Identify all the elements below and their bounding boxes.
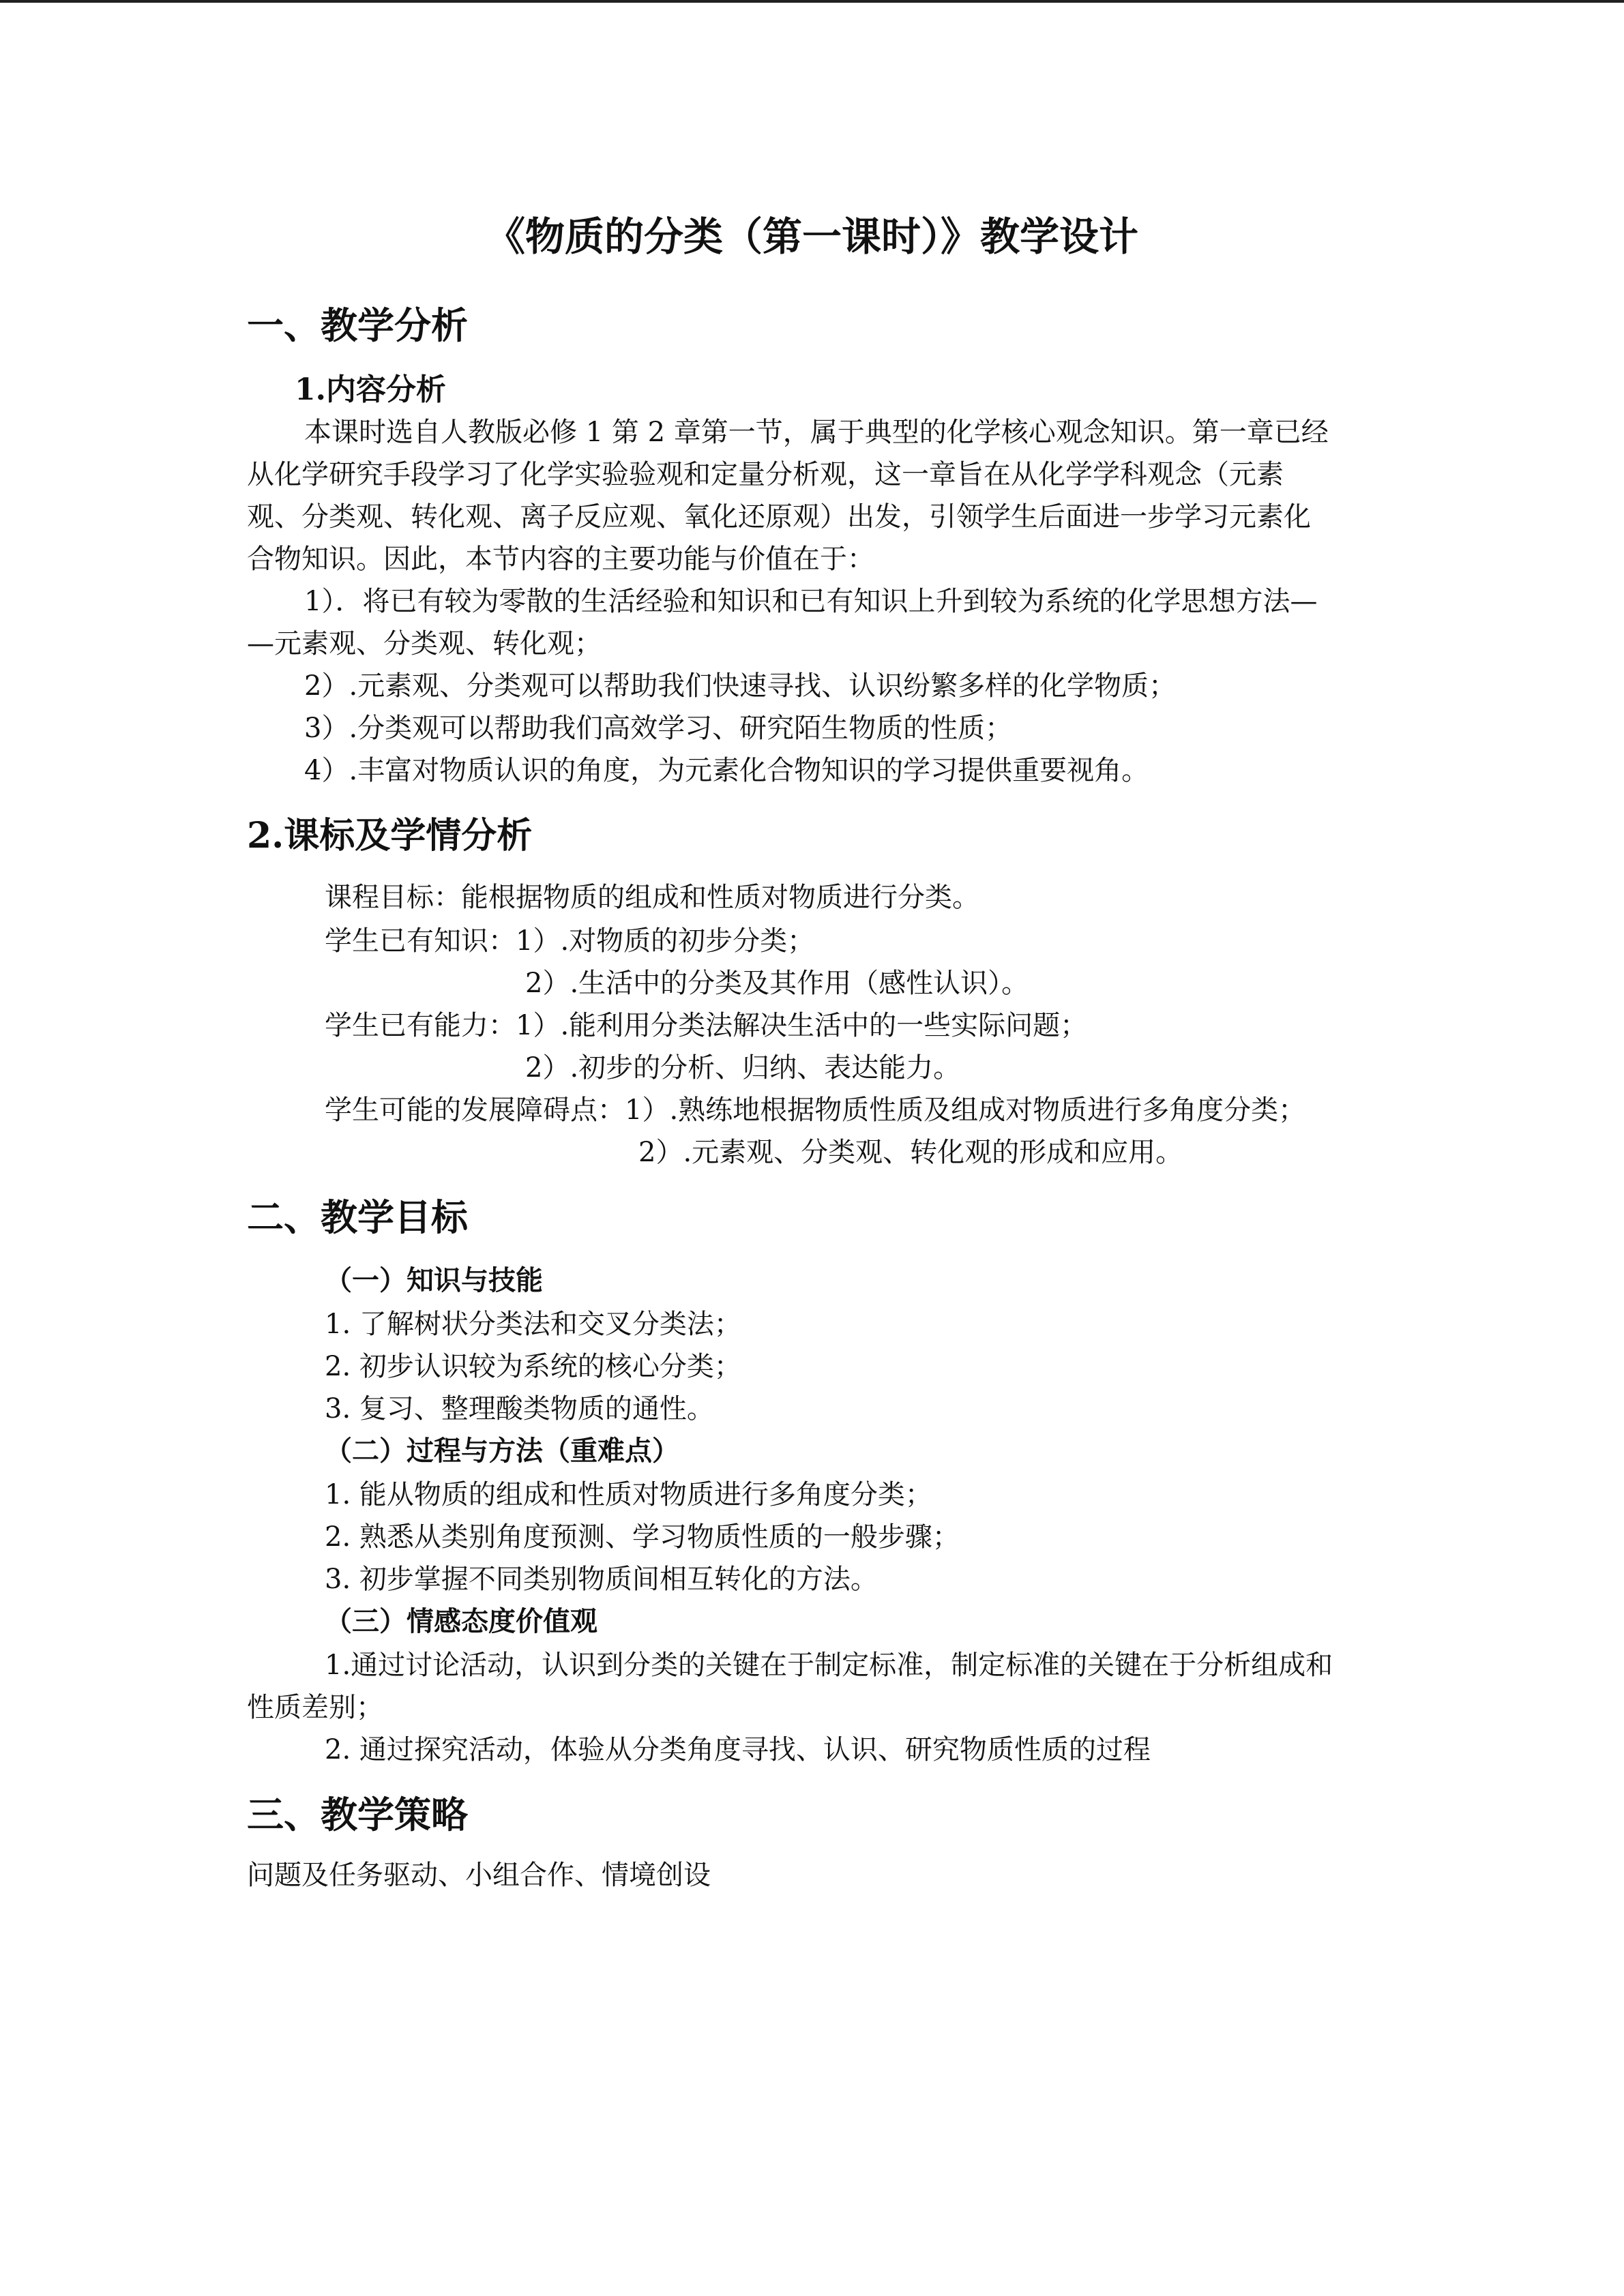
content-analysis-line-1: 本课时选自人教版必修 1 第 2 章第一节，属于典型的化学核心观念知识。第一章已经 — [304, 417, 1329, 448]
prior-knowledge-2: 2）.生活中的分类及其作用（感性认识）。 — [525, 968, 1029, 999]
attitude-item-1-line-2: 性质差别； — [247, 1692, 383, 1723]
teaching-strategy-text: 问题及任务驱动、小组合作、情境创设 — [247, 1860, 711, 1891]
attitude-item-1-line-1: 1.通过讨论活动，认识到分类的关键在于制定标准，制定标准的关键在于分析组成和 — [325, 1650, 1333, 1681]
knowledge-item-2: 2. 初步认识较为系统的核心分类； — [325, 1351, 741, 1382]
content-analysis-heading: 1.内容分析 — [295, 372, 446, 407]
knowledge-skills-heading: （一）知识与技能 — [325, 1264, 543, 1296]
section-1-heading: 一、教学分析 — [247, 303, 468, 347]
value-item-4: 4）.丰富对物质认识的角度，为元素化合物知识的学习提供重要视角。 — [304, 755, 1149, 786]
prior-knowledge-1: 学生已有知识：1）.对物质的初步分类； — [325, 925, 815, 957]
process-item-1: 1. 能从物质的组成和性质对物质进行多角度分类； — [325, 1479, 932, 1510]
obstacle-2: 2）.元素观、分类观、转化观的形成和应用。 — [638, 1137, 1183, 1168]
value-item-1-line-1: 1）．将已有较为零散的生活经验和知识和已有知识上升到较为系统的化学思想方法— — [304, 586, 1318, 617]
process-method-heading: （二）过程与方法（重难点） — [325, 1435, 679, 1467]
document-title: 《物质的分类（第一课时）》教学设计 — [485, 213, 1138, 260]
content-analysis-line-4: 合物知识。因此，本节内容的主要功能与价值在于： — [247, 543, 874, 575]
content-analysis-line-2: 从化学研究手段学习了化学实验验观和定量分析观，这一章旨在从化学学科观念（元素 — [247, 459, 1284, 490]
content-analysis-line-3: 观、分类观、转化观、离子反应观、氧化还原观）出发，引领学生后面进一步学习元素化 — [247, 501, 1311, 533]
process-item-3: 3. 初步掌握不同类别物质间相互转化的方法。 — [325, 1564, 878, 1595]
obstacle-1: 学生可能的发展障碍点：1）.熟练地根据物质性质及组成对物质进行多角度分类； — [325, 1094, 1306, 1126]
process-item-2: 2. 熟悉从类别角度预测、学习物质性质的一般步骤； — [325, 1521, 960, 1553]
attitude-item-2: 2. 通过探究活动，体验从分类角度寻找、认识、研究物质性质的过程 — [325, 1734, 1151, 1765]
value-item-1-line-2: —元素观、分类观、转化观； — [247, 628, 602, 659]
curriculum-goal: 课程目标：能根据物质的组成和性质对物质进行分类。 — [325, 882, 979, 913]
knowledge-item-3: 3. 复习、整理酸类物质的通性。 — [325, 1393, 714, 1425]
value-item-2: 2）.元素观、分类观可以帮助我们快速寻找、认识纷繁多样的化学物质； — [304, 670, 1177, 702]
page-top-border — [0, 0, 1624, 3]
section-2-heading: 二、教学目标 — [247, 1195, 468, 1239]
attitude-values-heading: （三）情感态度价值观 — [325, 1605, 597, 1637]
value-item-3: 3）.分类观可以帮助我们高效学习、研究陌生物质的性质； — [304, 713, 1013, 744]
prior-ability-1: 学生已有能力：1）.能利用分类法解决生活中的一些实际问题； — [325, 1010, 1088, 1041]
knowledge-item-1: 1. 了解树状分类法和交叉分类法； — [325, 1309, 741, 1340]
section-3-heading: 三、教学策略 — [247, 1793, 468, 1836]
prior-ability-2: 2）.初步的分析、归纳、表达能力。 — [525, 1052, 961, 1084]
curriculum-analysis-heading: 2.课标及学情分析 — [247, 815, 533, 856]
